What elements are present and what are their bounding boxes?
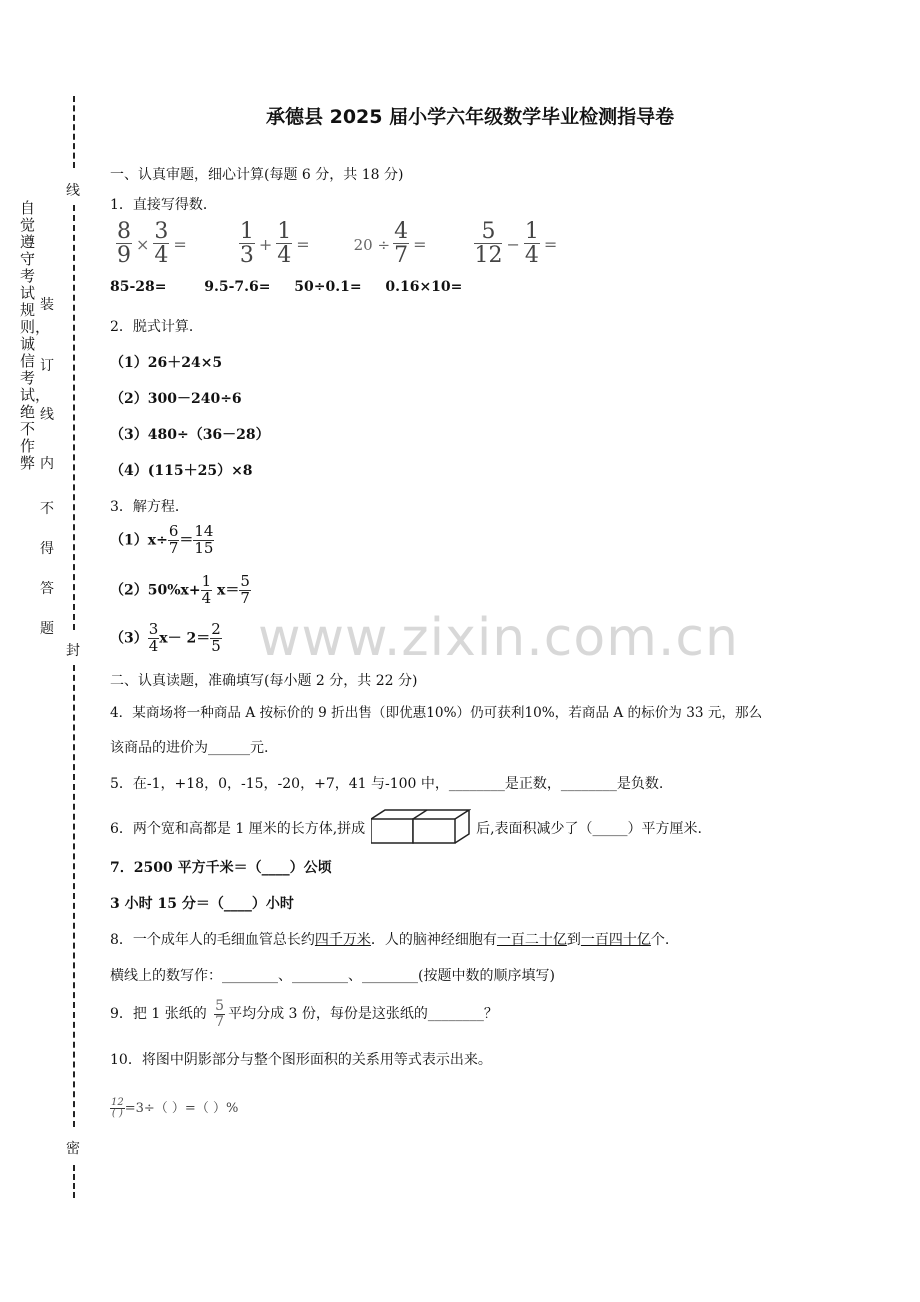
q1-expr-4: $\frac{5}{12}$ − $\frac{1}{4}$ = — [474, 219, 558, 269]
q2-title: 2．脱式计算． — [110, 319, 203, 335]
page-title: 承德县 2025 届小学六年级数学毕业检测指导卷 — [266, 106, 675, 128]
seal-char: 答 — [40, 581, 54, 597]
q8-line2: 横线上的数写作：________、________、________(按题中数的顺序填写) — [110, 968, 555, 984]
cuboid-figure — [371, 809, 471, 849]
q5: 5．在-1，+18，0，-15，-20，+7，41 与-100 中，________是正数，________是负数. — [110, 776, 664, 792]
seal-char: 订 — [40, 358, 54, 374]
q4-line1: 4．某商场将一种商品 A 按标价的 9 折出售（即优惠10%）仍可获利10%，若商品 A 的标价为 33 元，那么 — [110, 705, 763, 721]
q1-item: 85-28= — [110, 279, 167, 295]
q8-line1: 8．一个成年人的毛细血管总长约四千万米．人的脑神经细胞有一百二十亿到一百四十亿个. — [110, 932, 670, 948]
watermark: www.zixin.com.cn — [258, 608, 739, 668]
q2-item-1: （1）26＋24×5 — [110, 355, 223, 371]
q1-expr-3: 20 ÷ $\frac{4}{7}$ = — [353, 219, 427, 269]
binding-line-bottom — [73, 1165, 75, 1198]
margin-mark-xian: 线 — [66, 183, 80, 199]
q2-item-2: （2）300－240÷6 — [110, 391, 242, 407]
q1-row2 — [110, 279, 462, 295]
seal-char: 不 — [40, 501, 54, 517]
seal-char: 得 — [40, 541, 54, 557]
q3-eq-3: （3） $\frac{3}{4}$ x－ 2＝ $\frac{2}{5}$ — [110, 620, 221, 655]
q3-eq-1: （1）x÷ $\frac{6}{7}$ ＝ $\frac{14}{15}$ — [110, 522, 214, 557]
binding-line-top — [73, 96, 75, 168]
margin-mark-feng: 封 — [66, 643, 80, 659]
q3-eq-2: （2）50%x+ $\frac{1}{4}$ x＝ $\frac{5}{7}$ — [110, 572, 250, 607]
seal-char: 线 — [40, 407, 54, 423]
q3-title: 3．解方程． — [110, 499, 189, 515]
q4-line2: 该商品的进价为______元. — [110, 740, 269, 756]
q1-item: 50÷0.1= — [294, 279, 362, 295]
q6: 6．两个宽和高都是 1 厘米的长方体,拼成 后,表面积减少了（_____）平方厘米. — [110, 809, 702, 849]
q7-line2: 3 小时 15 分＝（____）小时 — [110, 896, 294, 912]
binding-line-low — [73, 665, 75, 1127]
q1-item: 0.16×10= — [385, 279, 463, 295]
section1-heading: 一、认真审题，细心计算(每题 6 分，共 18 分) — [110, 167, 404, 183]
q1-frac-row — [116, 220, 561, 267]
binding-line-mid — [73, 205, 75, 630]
section2-heading: 二、认真读题，准确填写(每小题 2 分，共 22 分) — [110, 673, 418, 689]
q1-item: 9.5-7.6= — [204, 279, 271, 295]
q1-expr-1: $\frac{8}{9}$ × $\frac{3}{4}$ = — [117, 219, 187, 269]
q7-line1: 7．2500 平方千米＝（____）公顷 — [110, 860, 332, 876]
q2-item-3: （3）480÷（36－28） — [110, 427, 270, 443]
seal-char: 内 — [40, 456, 54, 472]
q9: 9．把 1 张纸的 $\frac{5}{7}$ 平均分成 3 份，每份是这张纸的________？ — [110, 998, 498, 1030]
q10-equation: $\frac{12}{( )}$ =3÷（ ）=（ ）% — [111, 1096, 239, 1119]
q10: 10．将图中阴影部分与整个图形面积的关系用等式表示出来。 — [110, 1052, 492, 1068]
seal-char: 装 — [40, 297, 54, 313]
margin-mark-mi: 密 — [66, 1141, 80, 1157]
q1-expr-2: $\frac{1}{3}$ + $\frac{1}{4}$ = — [239, 219, 310, 269]
margin-seal-chars — [40, 294, 58, 638]
q2-item-4: （4）(115＋25）×8 — [110, 463, 253, 479]
q1-title: 1．直接写得数． — [110, 197, 217, 213]
margin-vertical-note: 自觉遵守考试规则，诚信考试，绝不作弊 — [20, 199, 51, 472]
seal-char: 题 — [40, 621, 54, 637]
